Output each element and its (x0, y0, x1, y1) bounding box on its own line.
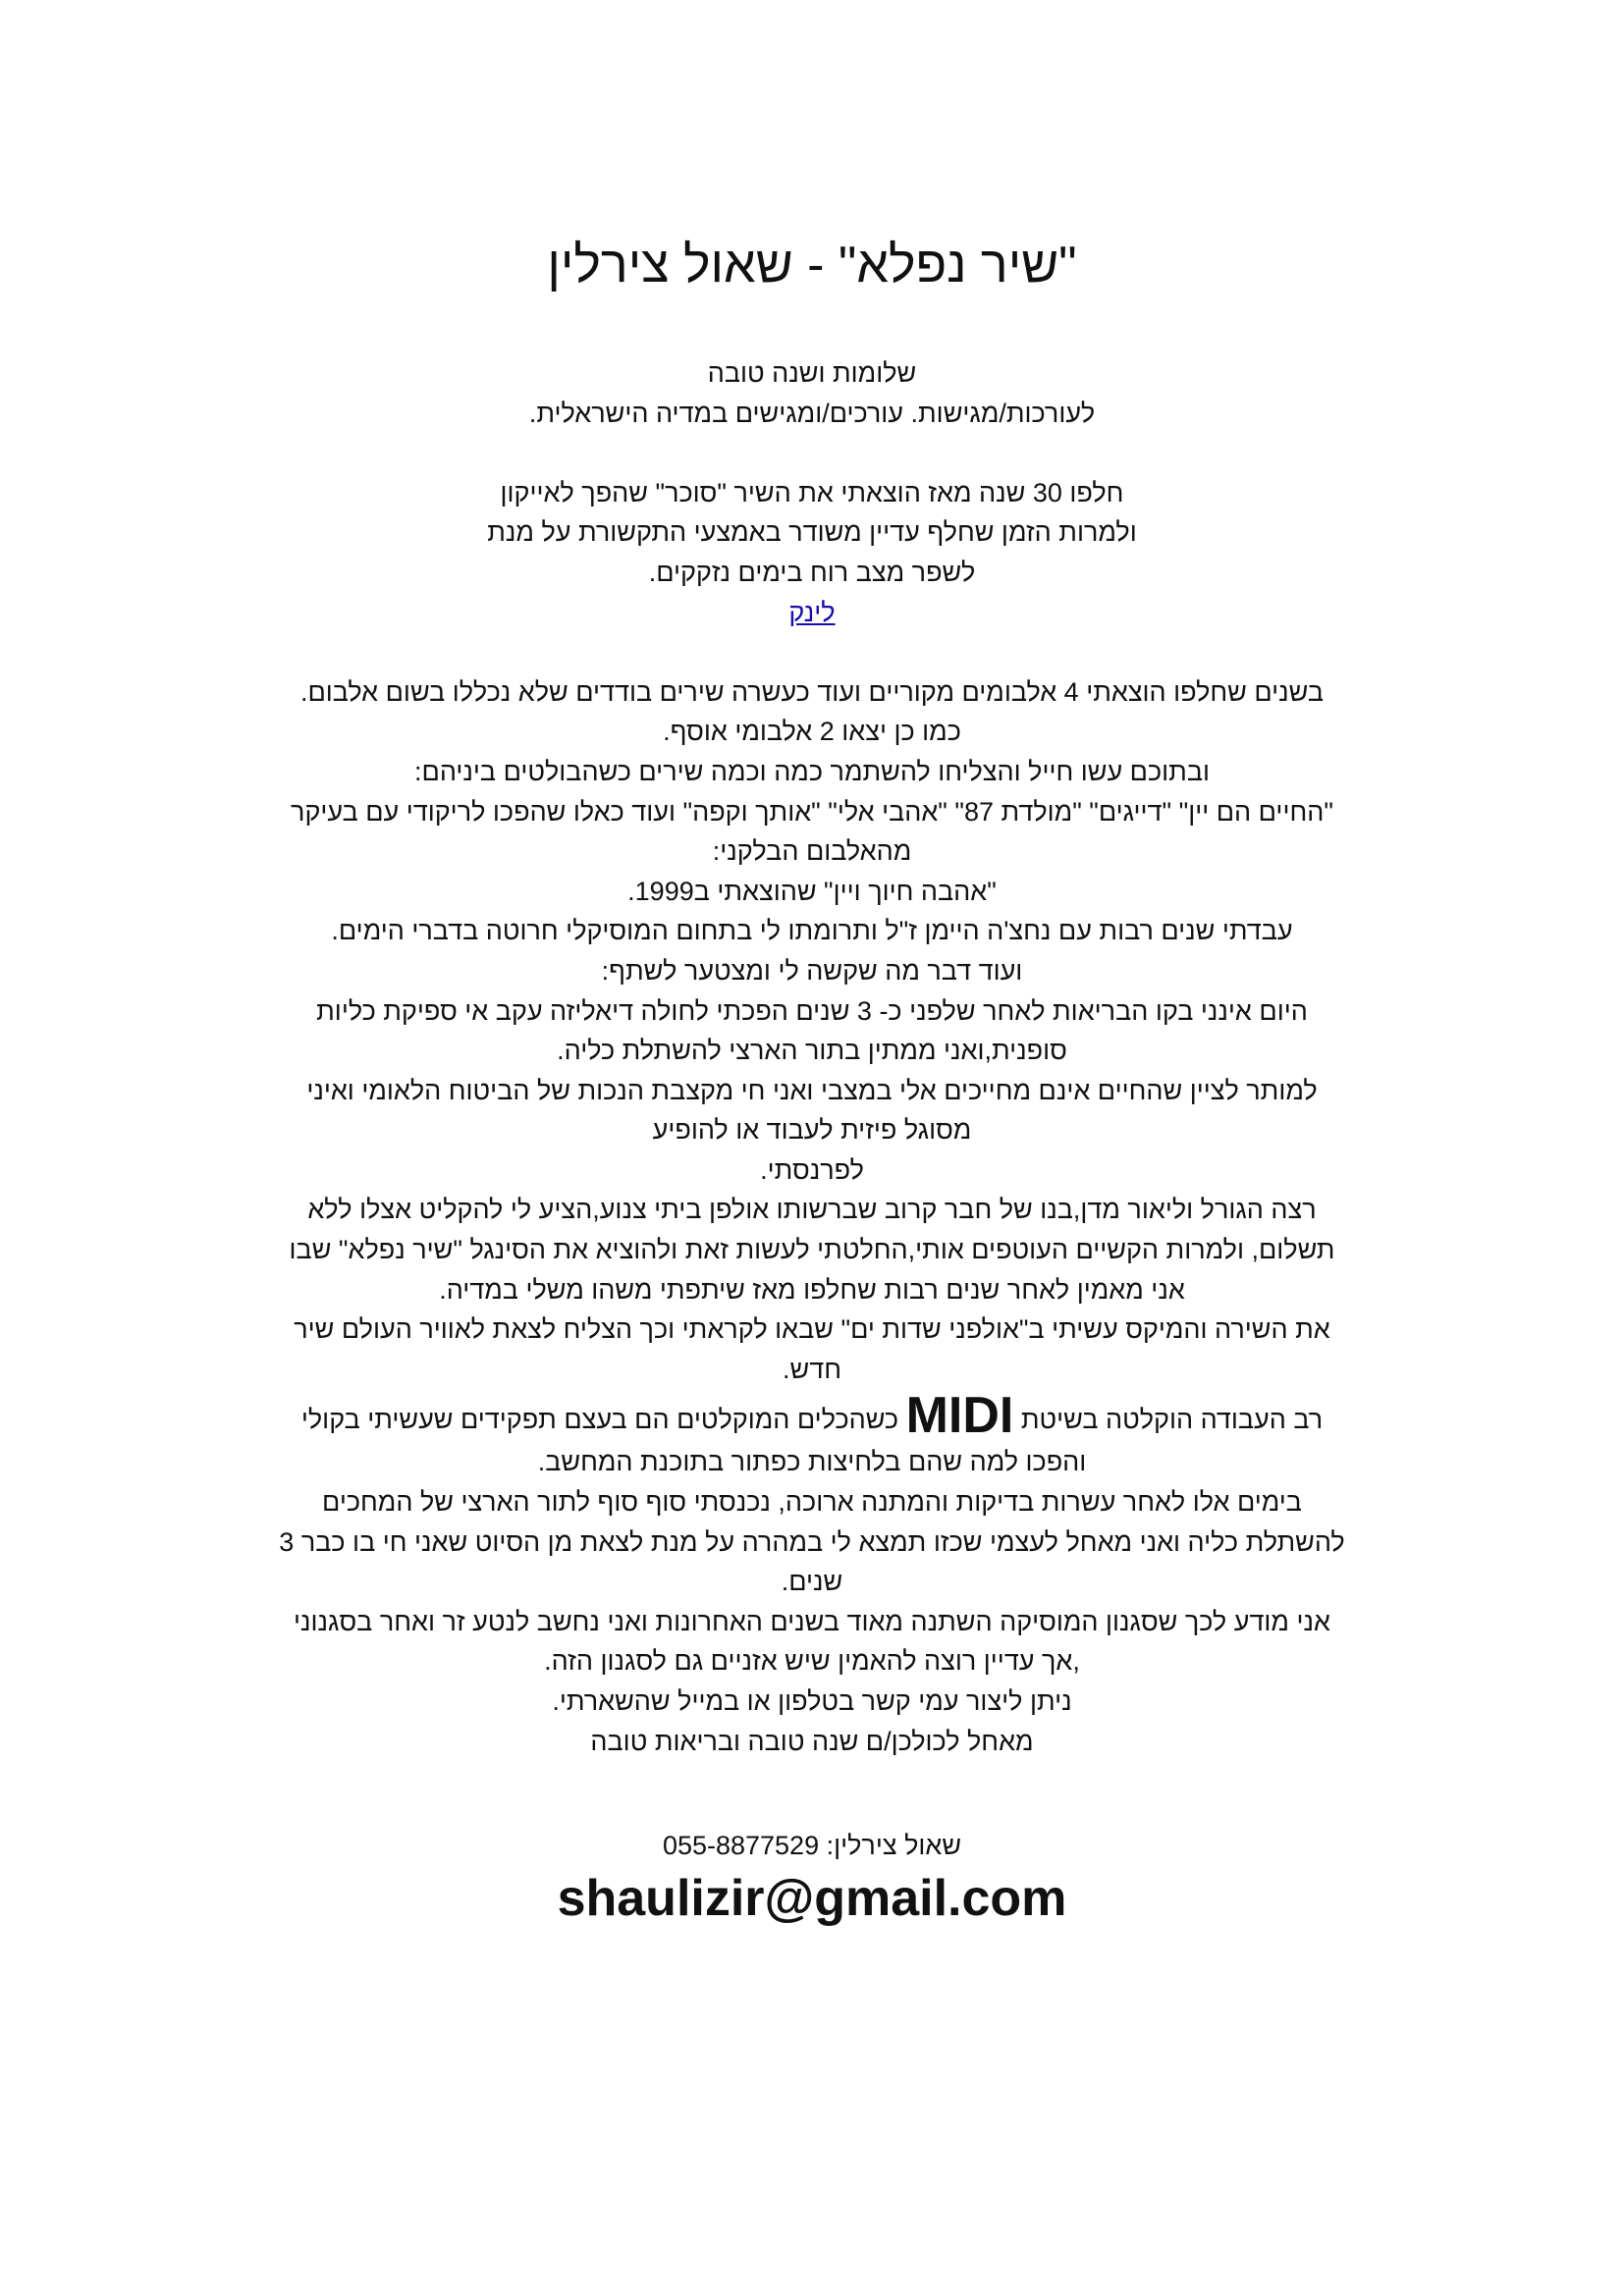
body-line: ולמרות הזמן שחלף עדיין משודר באמצעי התקשורת על מנת (487, 517, 1137, 548)
midi-line (167, 1387, 1457, 1445)
contact-phone: שאול צירלין: 055-8877529 (662, 1831, 962, 1860)
body-line: לפרנסתי. (760, 1154, 864, 1185)
body-line: לשפר מצב רוח בימים נזקקים. (648, 557, 976, 587)
body-line: אני מאמין לאחר שנים רבות שחלפו מאז שיתפתי משהו משלי במדיה. (439, 1274, 1185, 1305)
body-line: שלומות ושנה טובה (707, 358, 917, 388)
body-line: ניתן ליצור עמי קשר בטלפון או במייל שהשארתי. (552, 1686, 1072, 1716)
body-line: למותר לציין שהחיים אינם מחייכים אלי במצבי ואני חי מקצבת הנכות של הביטוח הלאומי ואיני (306, 1075, 1318, 1105)
body-line: ועוד דבר מה שקשה לי ומצטער לשתף: (601, 955, 1023, 986)
body-line: "אהבה חיוך ויין" שהוצאתי ב1999. (627, 876, 997, 906)
body-line: אני מודע לכך שסגנון המוסיקה השתנה מאוד בשנים האחרונות ואני נחשב לנטע זר ואחר בסגנוני (294, 1606, 1330, 1636)
body-line: ,אך עדיין רוצה להאמין שיש אזניים גם לסגנון הזה. (544, 1646, 1080, 1677)
midi-emphasis: MIDI (905, 1387, 1014, 1445)
body-line: כמו כן יצאו 2 אלבומי אוסף. (663, 717, 961, 747)
body-line: היום אינני בקו הבריאות לאחר שלפני כ- 3 שנים הפכתי לחולה דיאליזה עקב אי ספיקת כליות (316, 995, 1308, 1026)
body-line: "החיים הם יין" "דייגים" "מולדת 87" "אהבי אלי" "אותך וקפה" ועוד כאלו שהפכו לריקודי עם בעיקר (291, 796, 1333, 827)
document-body (167, 353, 1457, 1761)
body-line: חלפו 30 שנה מאז הוצאתי את השיר "סוכר" שהפך לאייקון (500, 477, 1124, 507)
body-line: בשנים שחלפו הוצאתי 4 אלבומים מקוריים ועוד כעשרה שירים בודדים שלא נכללו בשום אלבום. (299, 676, 1325, 707)
body-line: שנים. (781, 1567, 843, 1597)
body-line: חדש. (783, 1354, 841, 1384)
body-line: סופנית,ואני ממתין בתור הארצי להשתלת כליה. (557, 1036, 1067, 1066)
blank-line (167, 433, 1457, 473)
body-line: עבדתי שנים רבות עם נחצ'ה היימן ז"ל ותרומתו לי בתחום המוסיקלי חרוטה בדברי הימים. (331, 916, 1293, 946)
body-line: רצה הגורל וליאור מדן,בנו של חבר קרוב שברשותו אולפן ביתי צנוע,הציע לי להקליט אצלו ללא (307, 1195, 1317, 1225)
midi-line-before: רב העבודה הוקלטה בשיטת (1020, 1405, 1324, 1435)
midi-line-after: כשהכלים המוקלטים הם בעצם תפקידים שעשיתי בקולי (300, 1405, 899, 1435)
body-line: לעורכות/מגישות. עורכים/ומגישים במדיה הישראלית. (528, 398, 1096, 428)
blank-line (167, 632, 1457, 672)
body-line: בימים אלו לאחר עשרות בדיקות והמתנה ארוכה, נכנסתי סוף סוף לתור הארצי של המחכים (322, 1487, 1302, 1518)
body-line: תשלום, ולמרות הקשיים העוטפים אותי,החלטתי לעשות זאת ולהוציא את הסינגל "שיר נפלא" שבו (289, 1235, 1335, 1265)
body-line: את השירה והמיקס עשיתי ב"אולפני שדות ים" שבאו לקראתי וכך הצליח לצאת לאוויר העולם שיר (294, 1314, 1330, 1345)
body-line: והפכו למה שהם בלחיצות כפתור בתוכנת המחשב. (537, 1447, 1087, 1477)
link-line (167, 593, 1457, 633)
body-line: להשתלת כליה ואני מאחל לעצמי שכזו תמצא לי במהרה על מנת לצאת מן הסיוט שאני חי בו כבר 3 (279, 1526, 1345, 1557)
body-line: מהאלבום הבלקני: (712, 836, 912, 867)
contact-email[interactable]: shaulizir@gmail.com (557, 1870, 1067, 1927)
body-line: ובתוכם עשו חייל והצליחו להשתמר כמה וכמה שירים כשהבולטים ביניהם: (414, 756, 1210, 786)
body-line: מאחל לכולכן/ם שנה טובה ובריאות טובה (590, 1726, 1034, 1756)
document-title: "שיר נפלא" - שאול צירלין (547, 237, 1077, 294)
song-link[interactable]: לינק (788, 597, 836, 627)
body-line: מסוגל פיזית לעבוד או להופיע (652, 1115, 972, 1146)
